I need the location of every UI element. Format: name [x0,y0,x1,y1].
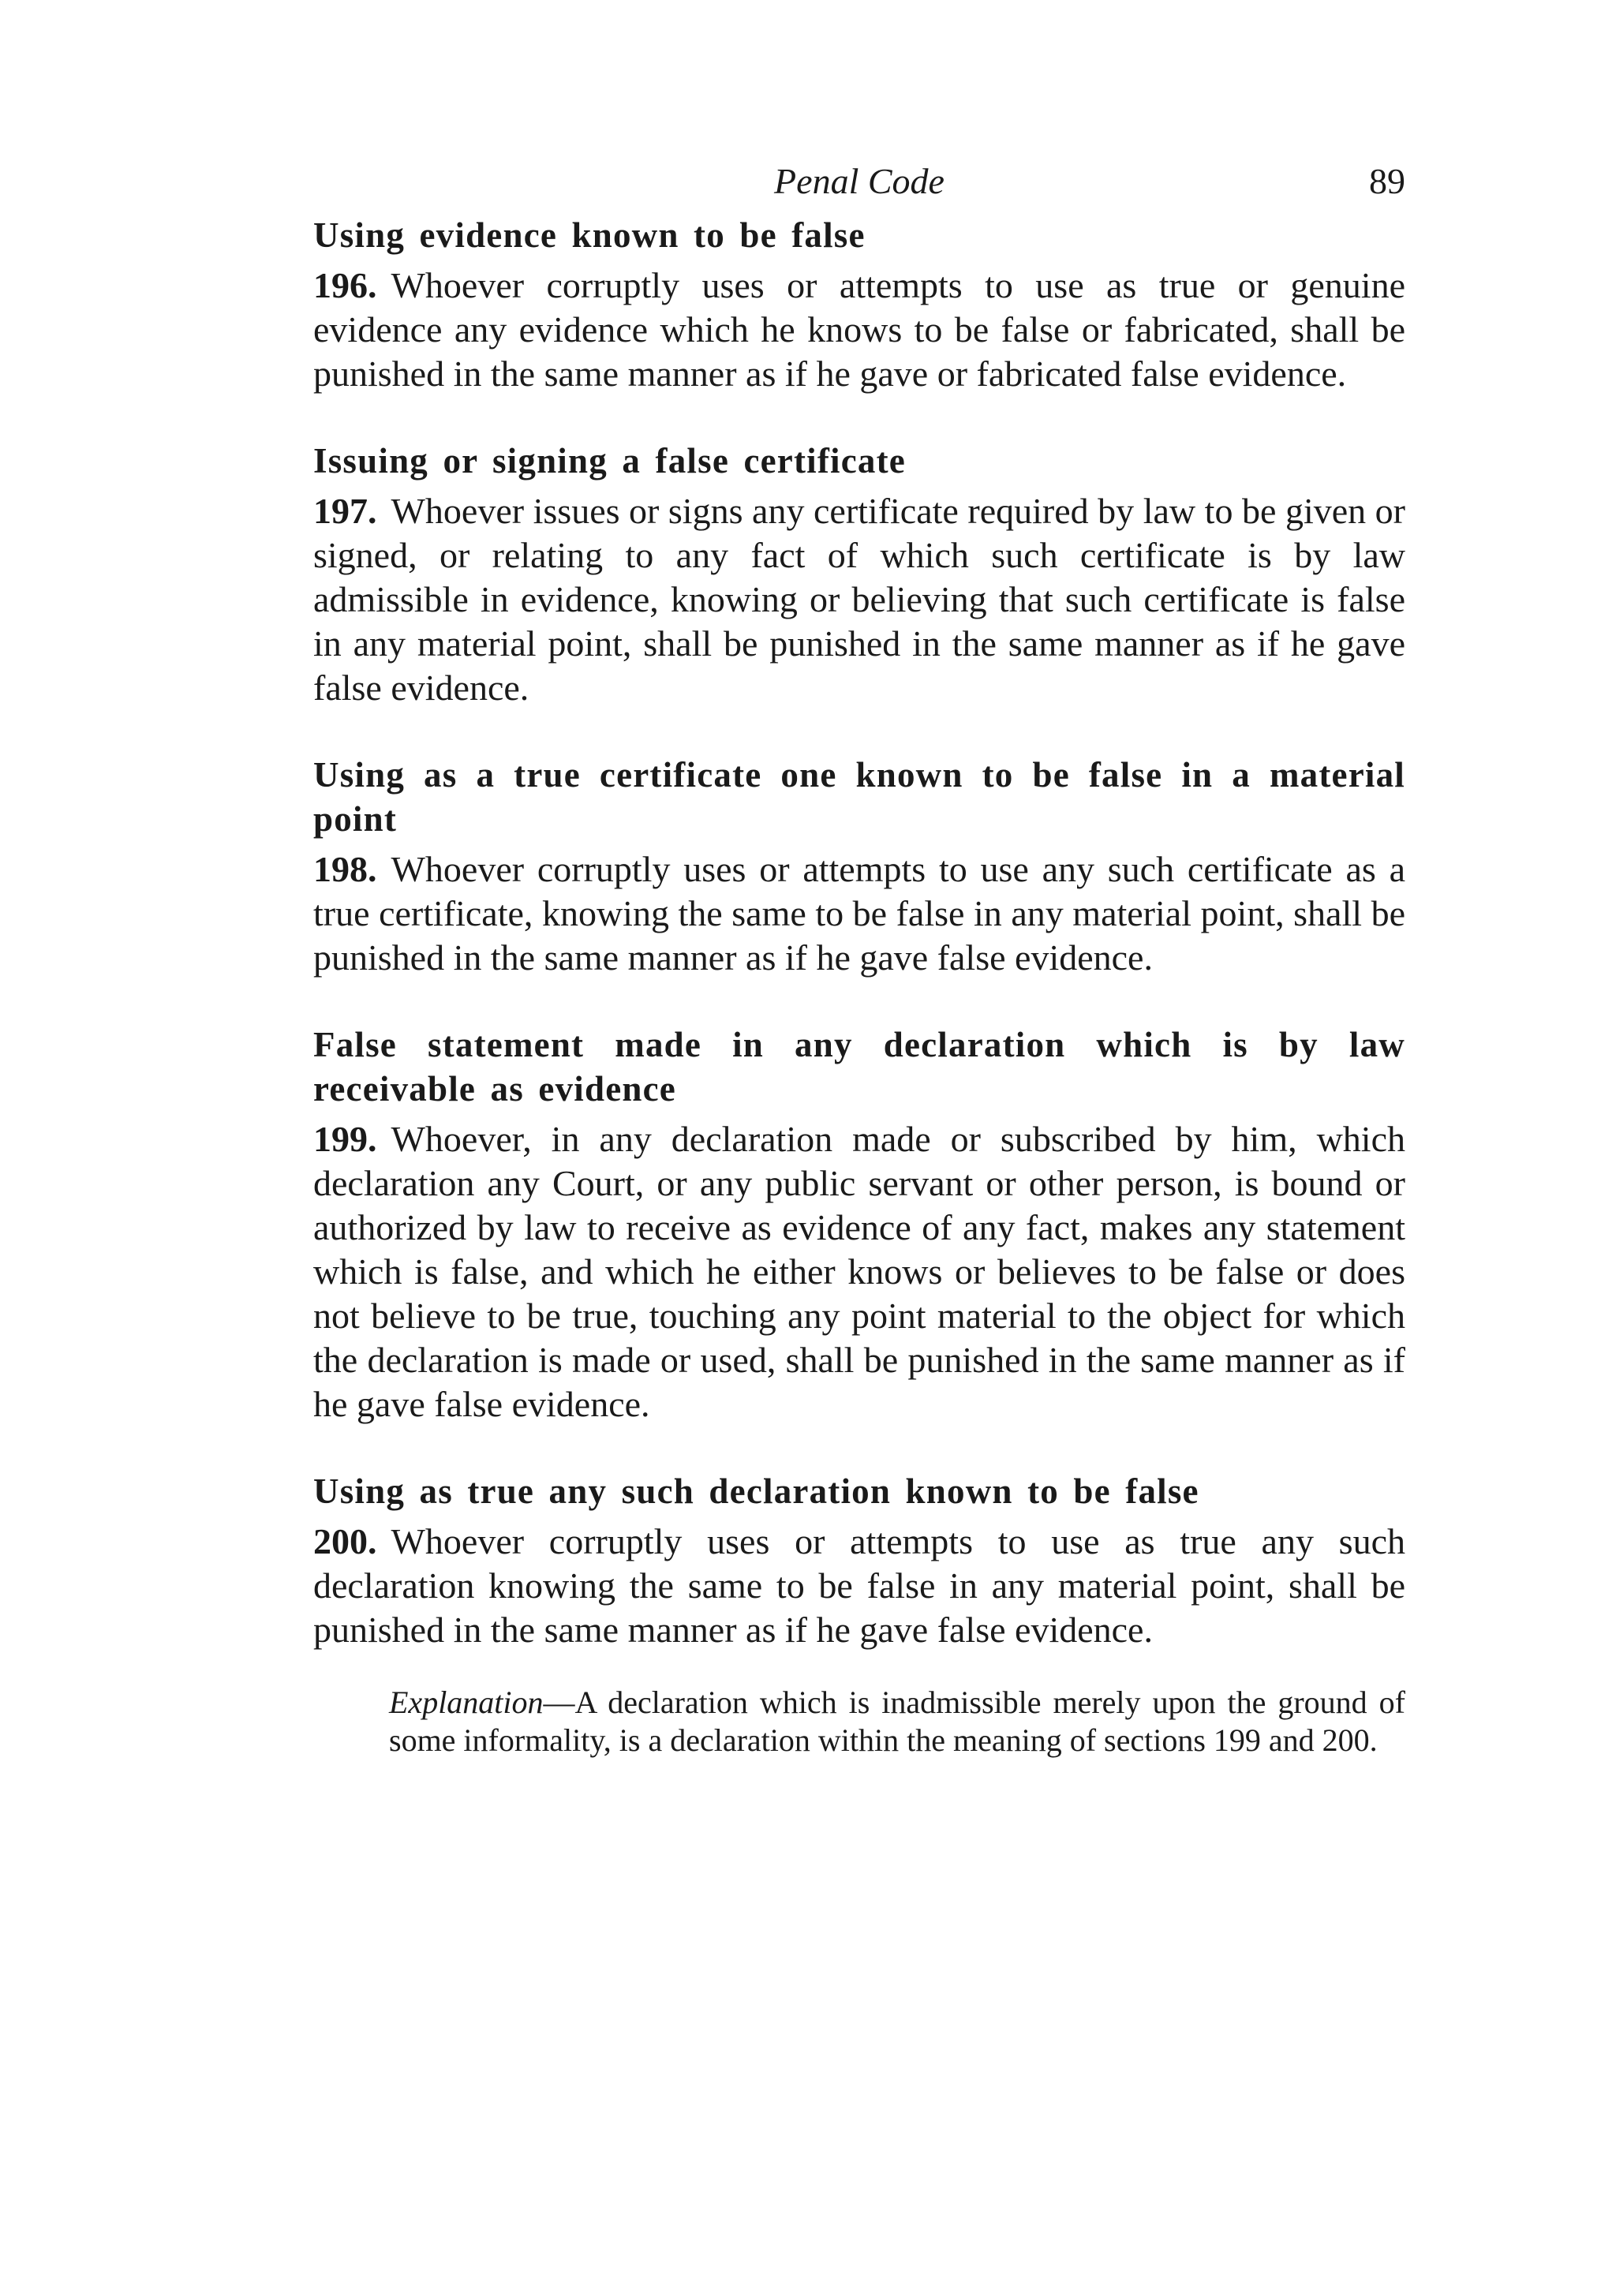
section-body [313,489,1405,710]
section-number: 199. [313,1119,377,1159]
section-200 [313,1469,1405,1652]
section-heading: False statement made in any declaration which is by law receivable as evidence [313,1025,1405,1109]
section-text: Whoever issues or signs any certificate required by law to be given or signed, or relating to any fact of which such certificate is by law admissible in evidence, knowing or believing that such certificate is false in any material point, shall be punished in the same manner as if he gave false evidence. [313,491,1405,708]
section-heading: Issuing or signing a false certificate [313,441,906,481]
section-199 [313,1023,1405,1427]
running-title: Penal Code [774,161,945,201]
section-number: 197. [313,491,377,531]
section-heading: Using evidence known to be false [313,215,866,255]
section-body [313,1520,1405,1652]
section-text: Whoever, in any declaration made or subscribed by him, which declaration any Court, or any public servant or other person, is bound or authorized by law to receive as evidence of any fact, makes any statement which is false, and which he either knows or believes to be false or does not believe to be true, touching any point material to the object for which the declaration is made or used, shall be punished in the same manner as if he gave false evidence. [313,1119,1405,1424]
explanation [389,1684,1405,1759]
section-body [313,1117,1405,1427]
section-heading: Using as a true certificate one known to be false in a material point [313,755,1405,839]
section-198 [313,753,1405,980]
explanation-text: —A declaration which is inadmissible merely upon the ground of some informality, is a declaration within the meaning of sections 199 and 200. [389,1685,1405,1758]
section-body [313,847,1405,980]
section-197 [313,439,1405,710]
running-head [313,150,1405,213]
section-text: Whoever corruptly uses or attempts to use as true or genuine evidence any evidence which he knows to be false or fabricated, shall be punished in the same manner as if he gave or fabricated false evidence. [313,265,1405,394]
section-number: 196. [313,265,377,305]
page [313,150,1405,1759]
section-number: 200. [313,1521,377,1561]
section-text: Whoever corruptly uses or attempts to use as true any such declaration knowing the same to be false in any material point, shall be punished in the same manner as if he gave false evidence. [313,1521,1405,1650]
section-body [313,264,1405,396]
section-196 [313,213,1405,396]
section-heading: Using as true any such declaration known to be false [313,1471,1199,1511]
section-text: Whoever corruptly uses or attempts to use any such certificate as a true certificate, knowing the same to be false in any material point, shall be punished in the same manner as if he gave false evidence. [313,849,1405,978]
explanation-label: Explanation [389,1685,544,1720]
section-number: 198. [313,849,377,889]
page-number: 89 [1369,161,1405,201]
